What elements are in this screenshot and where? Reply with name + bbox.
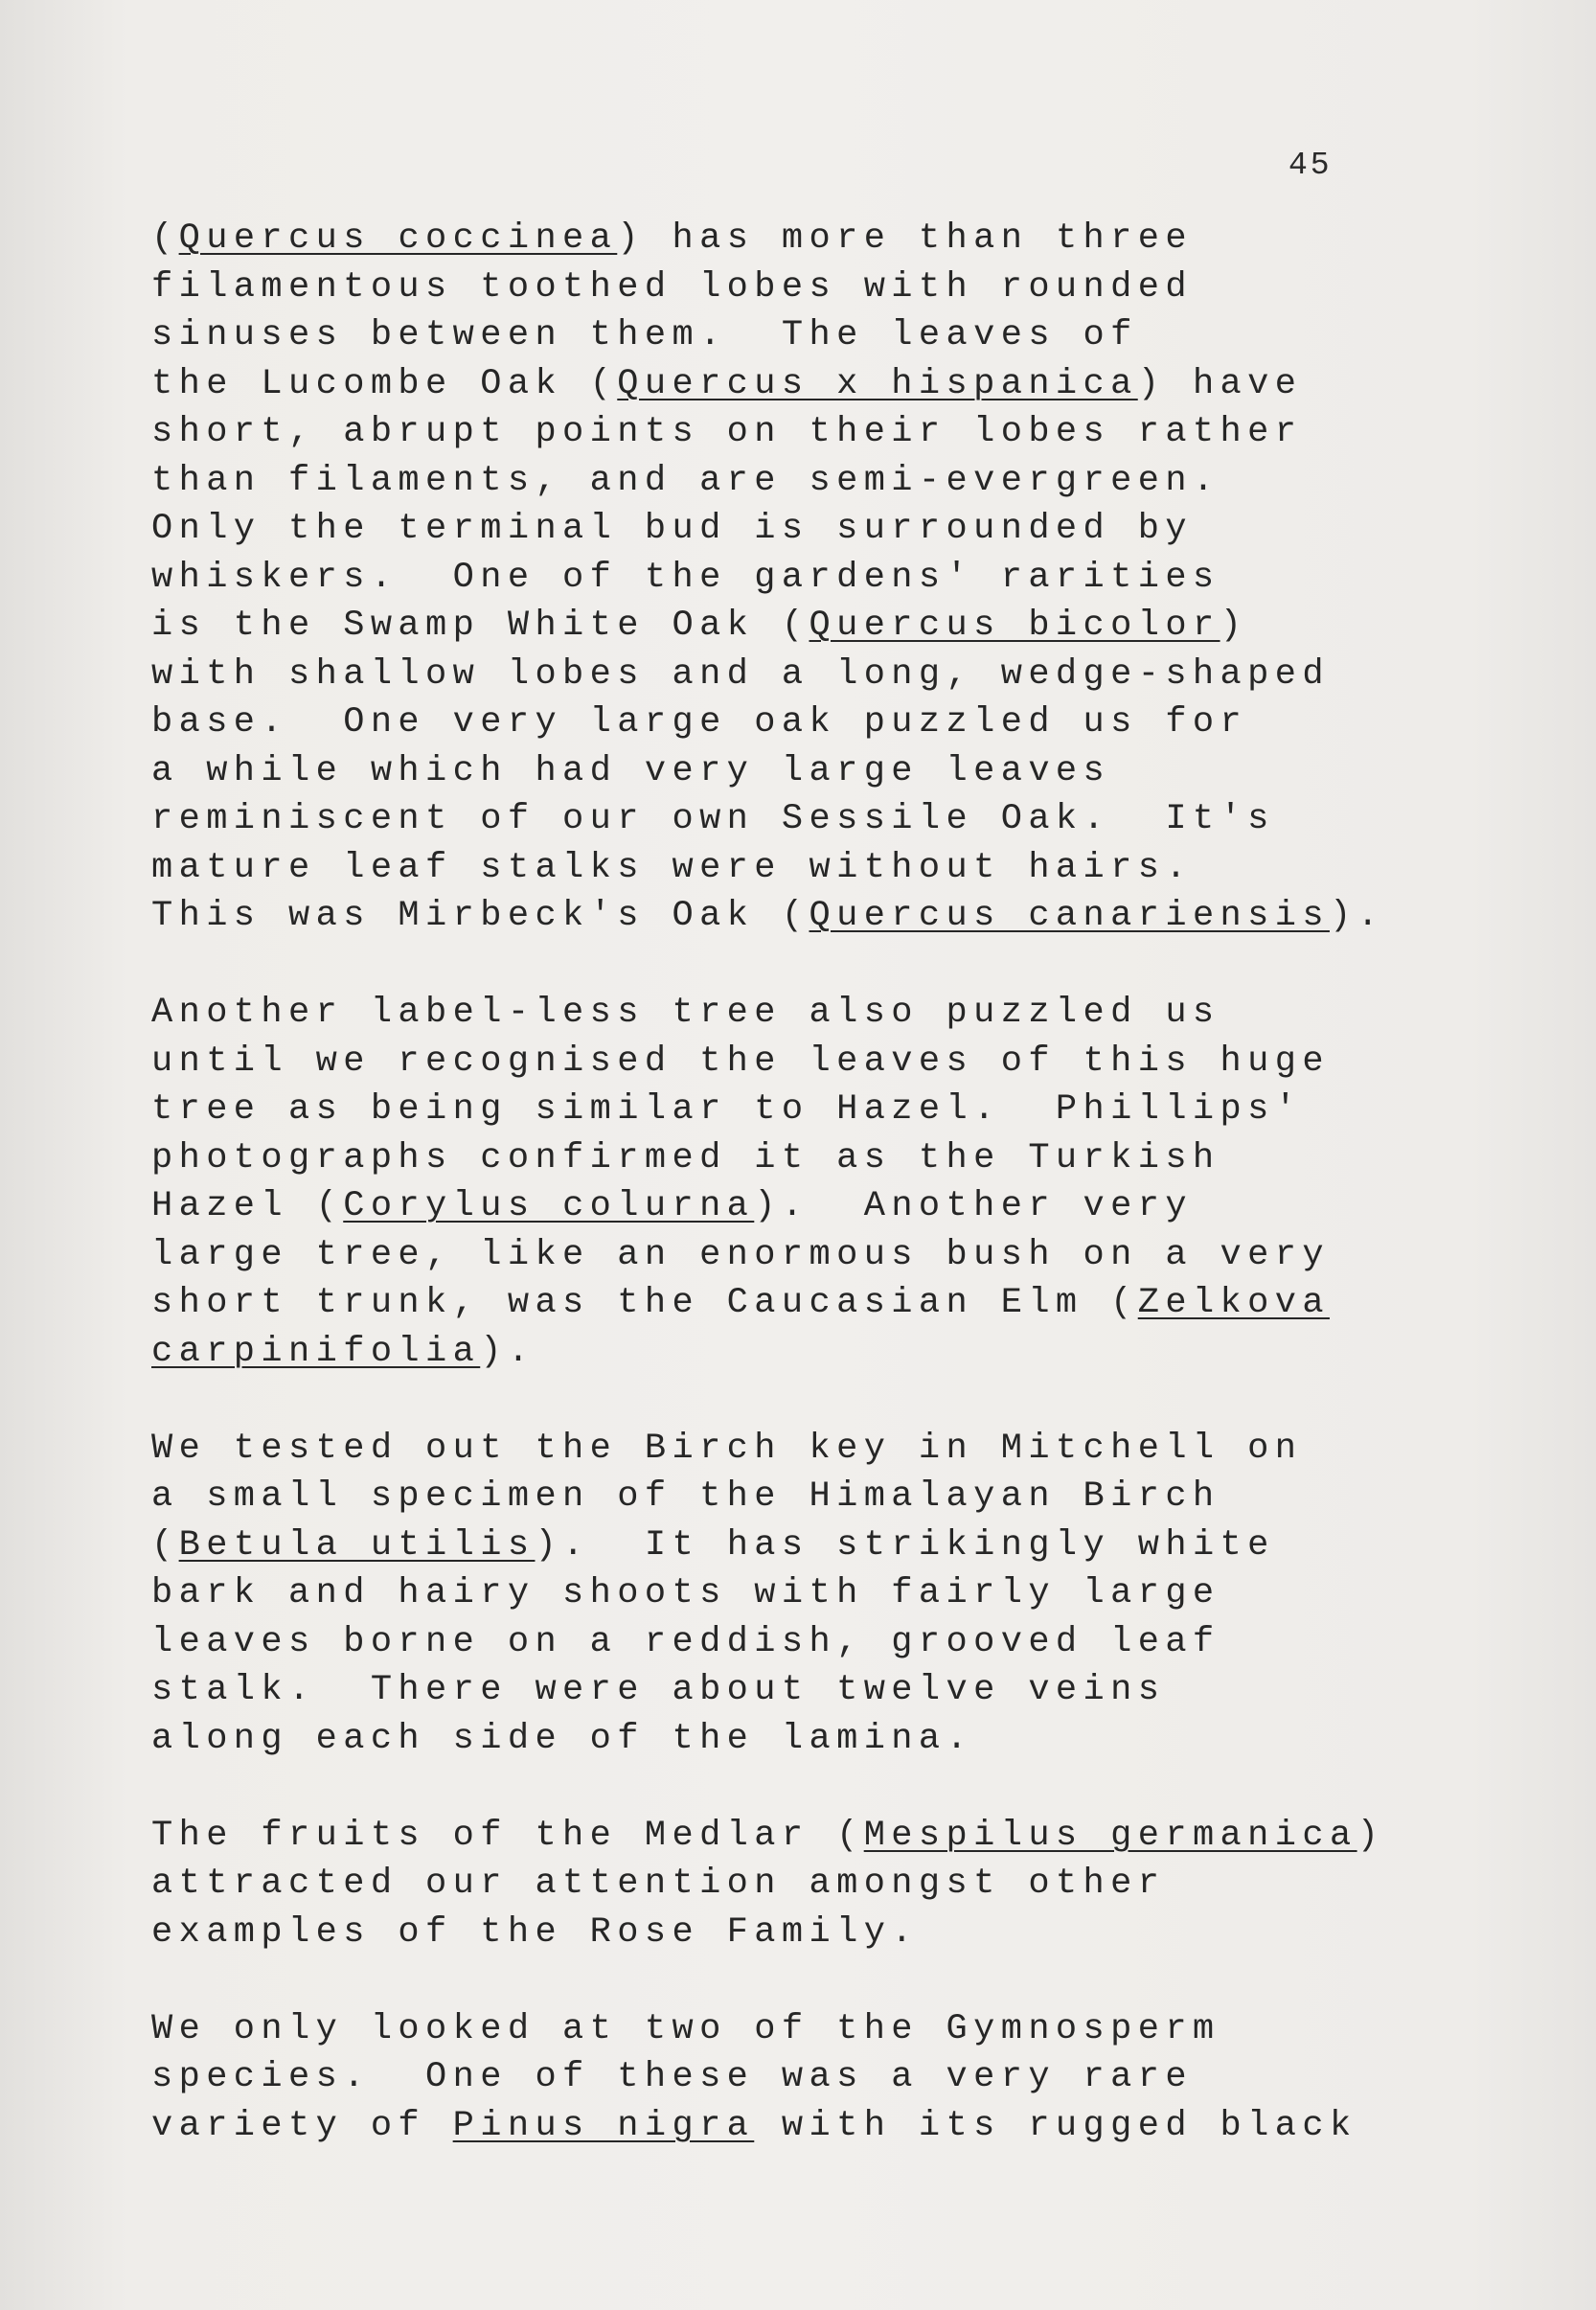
latin-name: Zelkova bbox=[1137, 1283, 1330, 1323]
paragraph bbox=[151, 989, 1531, 1376]
text-segment: ( bbox=[151, 218, 179, 259]
text-line bbox=[151, 989, 1531, 1038]
text-segment: ) has more than three bbox=[617, 218, 1193, 259]
text-segment: with its rugged black bbox=[754, 2105, 1357, 2146]
text-segment: bark and hairy shoots with fairly large bbox=[151, 1573, 1220, 1613]
text-segment: Hazel ( bbox=[151, 1186, 344, 1226]
text-segment: is the Swamp White Oak ( bbox=[151, 606, 809, 646]
latin-name: carpinifolia bbox=[151, 1331, 481, 1372]
text-line bbox=[151, 1812, 1531, 1861]
text-line bbox=[151, 1473, 1531, 1521]
text-segment: ) have bbox=[1137, 363, 1303, 404]
text-segment: a while which had very large leaves bbox=[151, 750, 1111, 791]
text-segment: until we recognised the leaves of this huge bbox=[151, 1041, 1330, 1082]
text-segment: large tree, like an enormous bush on a very bbox=[151, 1234, 1330, 1275]
text-segment: The fruits of the Medlar ( bbox=[151, 1815, 864, 1856]
text-line bbox=[151, 408, 1531, 457]
paragraph bbox=[151, 1425, 1531, 1764]
text-line bbox=[151, 1231, 1531, 1280]
text-line bbox=[151, 1521, 1531, 1570]
text-segment: ). bbox=[480, 1331, 536, 1372]
text-segment: short, abrupt points on their lobes rather bbox=[151, 412, 1303, 452]
text-line bbox=[151, 2005, 1531, 2054]
paragraph bbox=[151, 2005, 1531, 2151]
text-segment: filamentous toothed lobes with rounded bbox=[151, 266, 1193, 308]
text-line bbox=[151, 1182, 1531, 1231]
text-segment: attracted our attention amongst other bbox=[151, 1864, 1166, 1904]
text-line bbox=[151, 651, 1531, 699]
latin-name: Quercus x hispanica bbox=[617, 363, 1138, 404]
text-segment: leaves borne on a reddish, grooved leaf bbox=[151, 1621, 1220, 1662]
text-line bbox=[151, 892, 1531, 941]
text-segment: Another label-less tree also puzzled us bbox=[151, 993, 1220, 1033]
text-segment: ) bbox=[1357, 1815, 1385, 1856]
text-segment: ) bbox=[1220, 606, 1248, 646]
text-line bbox=[151, 1279, 1531, 1328]
text-line bbox=[151, 215, 1531, 263]
text-line bbox=[151, 844, 1531, 893]
text-line bbox=[151, 747, 1531, 796]
text-segment: examples of the Rose Family. bbox=[151, 1911, 919, 1953]
text-segment: with shallow lobes and a long, wedge-shaped bbox=[151, 653, 1330, 695]
text-segment: Only the terminal bud is surrounded by bbox=[151, 509, 1193, 549]
body-text bbox=[151, 215, 1531, 2199]
text-line bbox=[151, 2102, 1531, 2151]
text-segment: photographs confirmed it as the Turkish bbox=[151, 1137, 1220, 1178]
text-segment: along each side of the lamina. bbox=[151, 1718, 974, 1759]
text-line bbox=[151, 1618, 1531, 1667]
text-segment: We tested out the Birch key in Mitchell on bbox=[151, 1428, 1303, 1469]
text-line bbox=[151, 1666, 1531, 1715]
text-segment: We only looked at two of the Gymnosperm bbox=[151, 2008, 1220, 2049]
text-line bbox=[151, 1909, 1531, 1957]
text-line bbox=[151, 698, 1531, 747]
text-segment: ). bbox=[1329, 896, 1385, 936]
text-segment: tree as being similar to Hazel. Phillips' bbox=[151, 1089, 1303, 1130]
text-line bbox=[151, 795, 1531, 844]
latin-name: Mespilus germanica bbox=[863, 1815, 1357, 1856]
latin-name: Quercus bicolor bbox=[809, 606, 1220, 646]
text-line bbox=[151, 263, 1531, 312]
text-line bbox=[151, 2053, 1531, 2102]
text-segment: than filaments, and are semi-evergreen. bbox=[151, 460, 1220, 501]
latin-name: Quercus coccinea bbox=[178, 218, 618, 259]
text-segment: This was Mirbeck's Oak ( bbox=[151, 896, 809, 936]
text-segment: variety of bbox=[151, 2105, 453, 2146]
text-line bbox=[151, 1569, 1531, 1618]
latin-name: Betula utilis bbox=[178, 1524, 536, 1566]
text-segment: sinuses between them. The leaves of bbox=[151, 315, 1138, 355]
text-segment: whiskers. One of the gardens' rarities bbox=[151, 557, 1220, 598]
text-segment: ( bbox=[151, 1524, 179, 1566]
text-line bbox=[151, 1715, 1531, 1764]
text-line bbox=[151, 602, 1531, 651]
text-segment: mature leaf stalks were without hairs. bbox=[151, 847, 1193, 888]
text-line bbox=[151, 505, 1531, 554]
paragraph bbox=[151, 215, 1531, 941]
latin-name: Pinus nigra bbox=[452, 2105, 755, 2146]
text-line bbox=[151, 1425, 1531, 1474]
text-line bbox=[151, 360, 1531, 409]
text-line bbox=[151, 1086, 1531, 1134]
text-segment: species. One of these was a very rare bbox=[151, 2057, 1193, 2097]
text-segment: ). Another very bbox=[754, 1186, 1193, 1226]
latin-name: Quercus canariensis bbox=[809, 896, 1330, 936]
latin-name: Corylus colurna bbox=[343, 1186, 755, 1226]
paragraph bbox=[151, 1812, 1531, 1957]
text-line bbox=[151, 1860, 1531, 1909]
text-segment: stalk. There were about twelve veins bbox=[151, 1670, 1166, 1710]
text-line bbox=[151, 1134, 1531, 1183]
text-segment: short trunk, was the Caucasian Elm ( bbox=[151, 1283, 1138, 1323]
text-segment: a small specimen of the Himalayan Birch bbox=[151, 1476, 1220, 1517]
text-line bbox=[151, 1038, 1531, 1086]
text-segment: reminiscent of our own Sessile Oak. It's bbox=[151, 799, 1275, 839]
text-segment: the Lucombe Oak ( bbox=[151, 363, 618, 404]
text-line bbox=[151, 554, 1531, 603]
text-line bbox=[151, 1328, 1531, 1377]
text-line bbox=[151, 457, 1531, 506]
text-line bbox=[151, 311, 1531, 360]
page-number: 45 bbox=[1288, 148, 1333, 183]
text-segment: ). It has strikingly white bbox=[535, 1524, 1275, 1566]
text-segment: base. One very large oak puzzled us for bbox=[151, 702, 1248, 743]
